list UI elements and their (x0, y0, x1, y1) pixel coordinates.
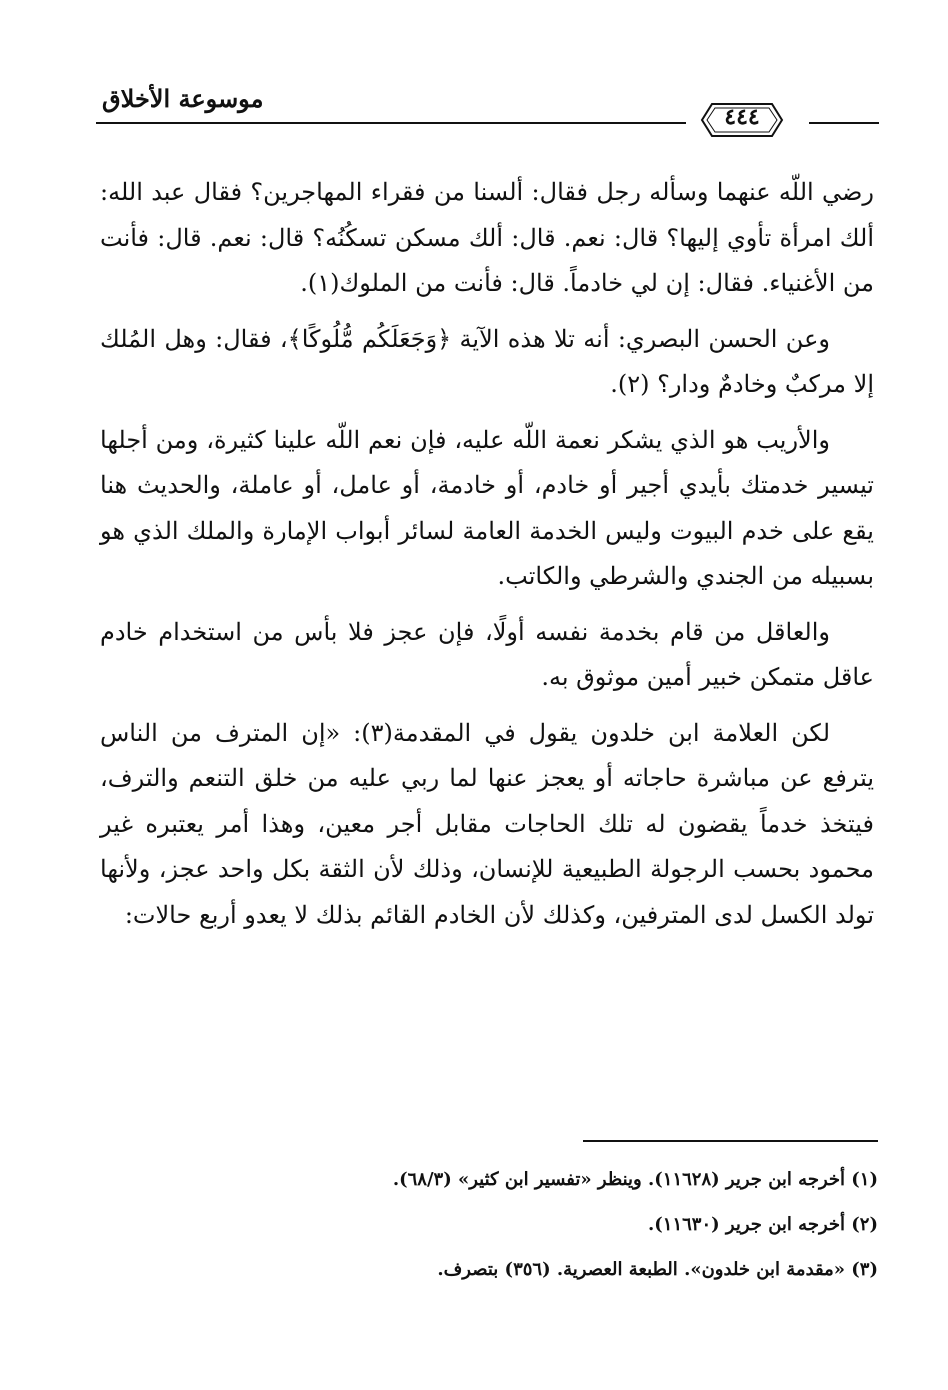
paragraph: وعن الحسن البصري: أنه تلا هذه الآية ﴿وَجَعَلَكُم مُّلُوكًا﴾، فقال: وهل المُلك إلا مركبٌ وخادمٌ ودار؟ (٢). (100, 324, 874, 398)
paragraph: والأريب هو الذي يشكر نعمة اللّه عليه، فإن نعم اللّه علينا كثيرة، ومن أجلها تيسير خدمتك بأيدي أجير أو خادم، أو خادمة، أو عامل، أو عاملة، والحديث هنا يقع على خدم البيوت وليس الخدمة العامة لسائر أبواب الإمارة والملك الذي هو بسبيله من الجندي والشرطي والكاتب. (100, 425, 874, 590)
header-rule (809, 122, 879, 124)
paragraph: رضي اللّه عنهما وسأله رجل فقال: ألسنا من فقراء المهاجرين؟ فقال عبد الله: ألك امرأة تأوي إليها؟ قال: نعم. قال: ألك مسكن تسكُنُه؟ قال: نعم. قال: فأنت من الأغنياء. فقال: إن لي خادماً. قال: فأنت من الملوك(١). (100, 178, 875, 297)
paragraph: والعاقل من قام بخدمة نفسه أولًا، فإن عجز فلا بأس من استخدام خادم عاقل متمكن خبير أمين موثوق به. (100, 617, 874, 691)
footnote-separator (583, 1140, 878, 1142)
footnote: (٢) أخرجه ابن جرير (١١٦٣٠). (648, 1214, 878, 1235)
paragraph: لكن العلامة ابن خلدون يقول في المقدمة(٣): «إن المترف من الناس يترفع عن مباشرة حاجاته أو يعجز عنها لما ربي عليه من خلق التنعم والترف، فيتخذ خدماً يقضون له تلك الحاجات مقابل أجر معين، وهذا أمر يعتبره غير محمود بحسب الرجولة الطبيعية للإنسان، وذلك لأن الثقة بكل واحد عجز، ولأنها تولد الكسل لدى المترفين، وكذلك لأن الخادم القائم بذلك لا يعدو أربع حالات: (100, 718, 874, 929)
running-header (96, 78, 879, 138)
footnotes (100, 1157, 878, 1292)
page-number: ٤٤٤ (724, 104, 760, 130)
footnote: (٣) «مقدمة ابن خلدون». الطبعة العصرية. (٣٥٦) بتصرف. (437, 1259, 878, 1280)
page-number-frame (700, 100, 784, 140)
footnote: (١) أخرجه ابن جرير (١١٦٢٨). وينظر «تفسير ابن كثير» (٦٨/٣). (392, 1169, 878, 1190)
main-text (100, 170, 874, 948)
header-rule (96, 122, 686, 124)
book-title: موسوعة الأخلاق (102, 84, 264, 113)
